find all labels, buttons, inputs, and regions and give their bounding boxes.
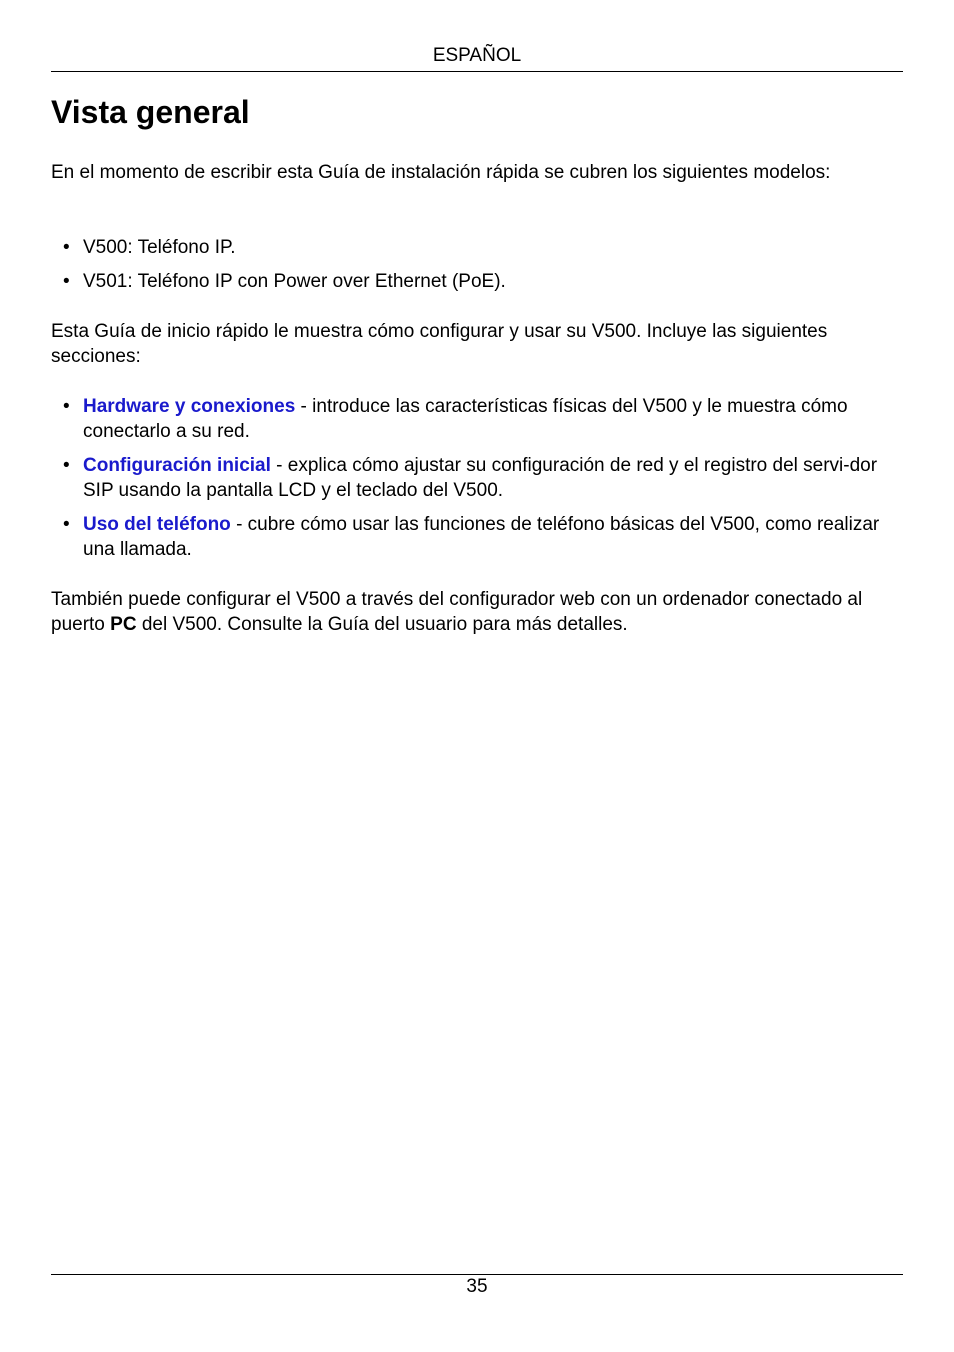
link-configuracion-inicial[interactable]: Configuración inicial <box>83 455 271 476</box>
section-description: - introduce las características físicas del V500 y le muestra cómo conectarlo a su red. <box>83 396 848 442</box>
pc-port-label: PC <box>110 614 137 635</box>
page-number: 35 <box>466 1276 488 1297</box>
link-hardware-y-conexiones[interactable]: Hardware y conexiones <box>83 396 296 417</box>
list-item <box>51 269 903 294</box>
model-text: V501: Teléfono IP con Power over Ethernet (PoE). <box>83 271 506 292</box>
closing-text-after: del V500. Consulte la Guía del usuario para más detalles. <box>136 614 628 635</box>
section-description: - cubre cómo usar las funciones de teléfono básicas del V500, como realizar una llamada. <box>83 514 880 560</box>
bullet-icon: • <box>63 237 70 258</box>
link-uso-del-telefono[interactable]: Uso del teléfono <box>83 514 231 535</box>
list-item <box>51 453 903 503</box>
models-list <box>51 235 903 303</box>
bullet-icon: • <box>63 514 70 535</box>
section-description: - explica cómo ajustar su configuración de red y el registro del servi-dor SIP usando la pantalla LCD y el teclado del V500. <box>83 455 878 501</box>
sections-list <box>51 394 903 571</box>
bullet-icon: • <box>63 271 70 292</box>
intro-paragraph: En el momento de escribir esta Guía de instalación rápida se cubren los siguientes modelos: <box>51 162 831 183</box>
sections-intro-paragraph: Esta Guía de inicio rápido le muestra cómo configurar y usar su V500. Incluye las siguientes secciones: <box>51 321 828 367</box>
running-header: ESPAÑOL <box>432 45 522 66</box>
closing-paragraph <box>51 587 903 637</box>
model-text: V500: Teléfono IP. <box>83 237 236 258</box>
list-item <box>51 512 903 562</box>
page-title: Vista general <box>51 94 250 130</box>
bullet-icon: • <box>63 396 70 417</box>
closing-text-before: También puede configurar el V500 a través del configurador web con un ordenador conectado al puerto <box>51 589 863 635</box>
bullet-icon: • <box>63 455 70 476</box>
header-rule <box>51 71 903 72</box>
list-item <box>51 394 903 444</box>
list-item <box>51 235 903 260</box>
